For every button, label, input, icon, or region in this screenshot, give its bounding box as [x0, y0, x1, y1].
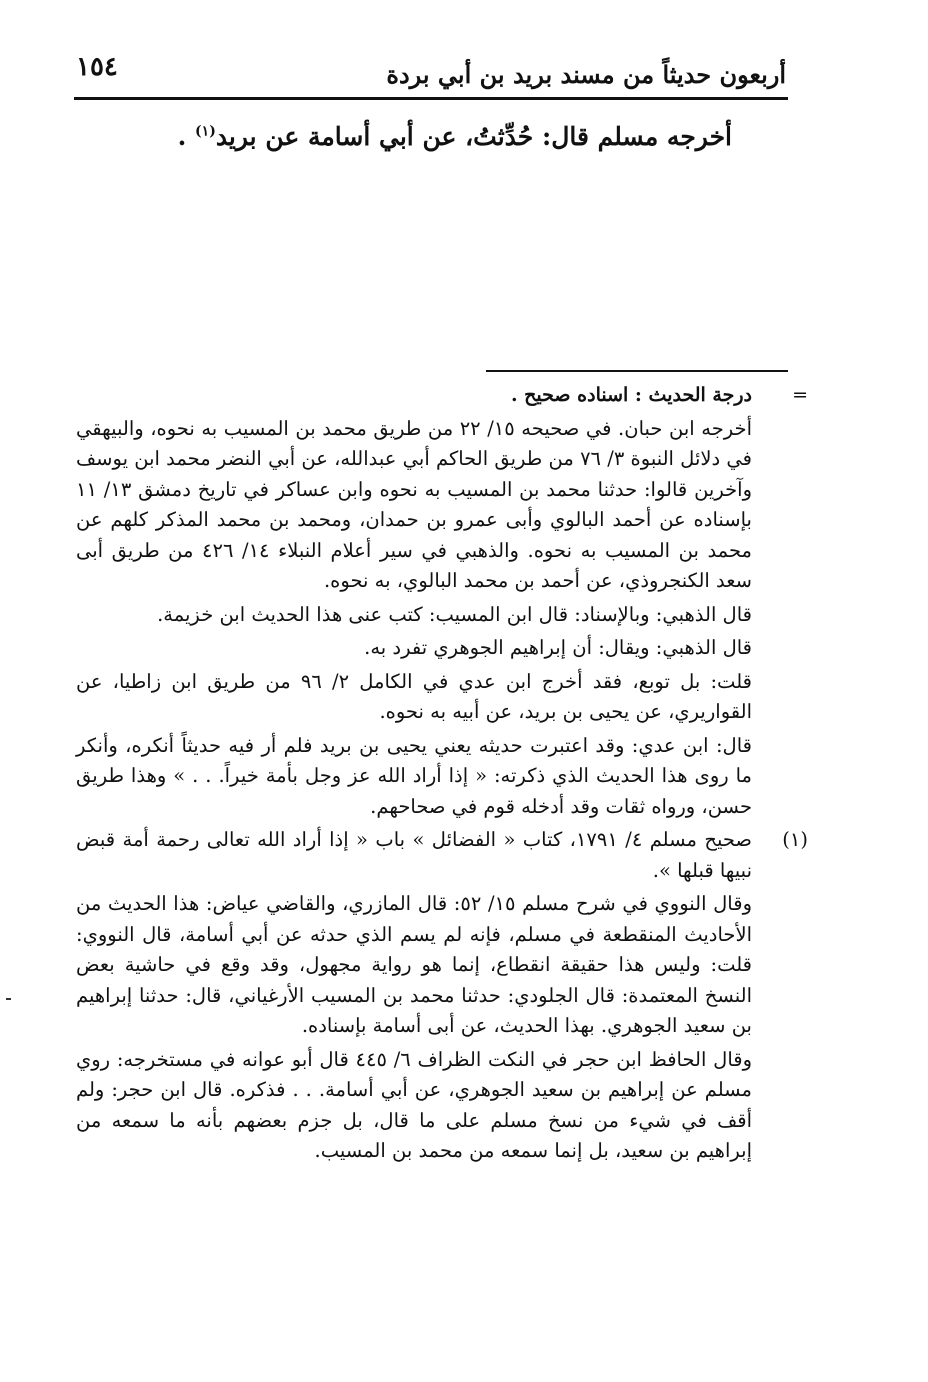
- hadith-grade: [76, 380, 808, 411]
- note-paragraph: قلت: بل توبع، فقد أخرج ابن عدي في الكامل ٢/ ٩٦ من طريق ابن زاطيا، عن القواريري، عن يحيى بن بريد، عن أبيه به نحوه.: [76, 669, 752, 723]
- note-paragraph: قال الذهبي: وبالإسناد: قال ابن المسيب: كتب عنى هذا الحديث ابن خزيمة.: [157, 602, 752, 626]
- note-paragraph: قال الذهبي: ويقال: أن إبراهيم الجوهري تفرد به.: [364, 636, 752, 659]
- footnote-reference: (١): [195, 123, 216, 140]
- running-header-title: أربعون حديثاً من مسند بريد بن أبي بردة: [386, 60, 786, 89]
- notes-section: [76, 380, 808, 1170]
- grade-text: درجة الحديث : اسناده صحيح .: [510, 384, 752, 406]
- main-text-end: .: [177, 122, 196, 151]
- footnote-text: صحيح مسلم ٤/ ١٧٩١، كتاب « الفضائل » باب « إذا أراد الله تعالى رحمة أمة قبض نبيها قبلها ».: [76, 828, 752, 882]
- main-text: [178, 122, 732, 151]
- continuation-marker: =: [792, 384, 808, 406]
- footnote-paragraph: وقال الحافظ ابن حجر في النكت الظراف ٦/ ٤٤٥ قال أبو عوانه في مستخرجه: روي مسلم عن إبراهيم بن سعيد الجوهري، عن أبي أسامة. . . فذكره. قال ابن حجر: ولم أقف في شيء من نسخ مسلم على ما قال، بل جزم بعضهم بأنه ما سمعه من إبراهيم بن سعيد، بل إنما سمعه من محمد بن المسيب.: [76, 1047, 753, 1162]
- footnote-number: (١): [782, 828, 808, 851]
- note-paragraph: أخرجه ابن حبان. في صحيحه ١٥/ ٢٢ من طريق محمد بن المسيب به نحوه، والبيهقي في دلائل النبوة ٣/ ٧٦ من طريق الحاكم أبي عبدالله، عن أبي النضر محمد ابن يوسف وآخرين قالوا: حدثنا محمد بن المسيب به نحوه وابن عساكر في تاريخ دمشق ١٣/ ١١ بإسناده عن أحمد البالوي وأبى عمرو بن حمدان، ومحمد بن محمد المذكر كلهم عن محمد بن المسيب به نحوه. والذهبي في سير أعلام النبلاء ١٤/ ٤٢٦ من طريق أبى سعد الكنجروذي، عن أحمد بن محمد البالوي، به نحوه.: [76, 416, 752, 592]
- note-paragraph: قال: ابن عدي: وقد اعتبرت حديثه يعني يحيى بن بريد فلم أر فيه حديثاً أنكره، وأنكر ما روى هذا الحديث الذي ذكرته: « إذا أراد الله عز وجل بأمة خيراً. . . » وهذا طريق حسن، ورواه ثقات وقد أدخله قوم في صحاحهم.: [76, 733, 752, 818]
- main-text-body: أخرجه مسلم قال: حُدِّثتُ، عن أبي أسامة عن بريد: [215, 122, 732, 151]
- footnote-paragraph: وقال النووي في شرح مسلم ١٥/ ٥٢: قال المازري، والقاضي عياض: هذا الحديث من الأحاديث المنقطعة في مسلم، فإنه لم يسم الذي حدثه عن أبي أسامة، قال النووي: قلت: وليس هذا حقيقة انقطاع، إنما هو رواية مجهول، وقد وقع في حاشية بعض النسخ المعتمدة: قال الجلودي: حدثنا محمد بن المسيب الأرغياني، قال: حدثنا إبراهيم بن سعيد الجوهري. بهذا الحديث، عن أبى أسامة بإسناده.: [76, 892, 752, 1037]
- page-number: ١٥٤: [76, 52, 118, 82]
- margin-mark: [6, 998, 11, 1000]
- footnote-rule: [486, 370, 788, 372]
- footnote: [76, 825, 808, 886]
- header-rule: [74, 97, 788, 100]
